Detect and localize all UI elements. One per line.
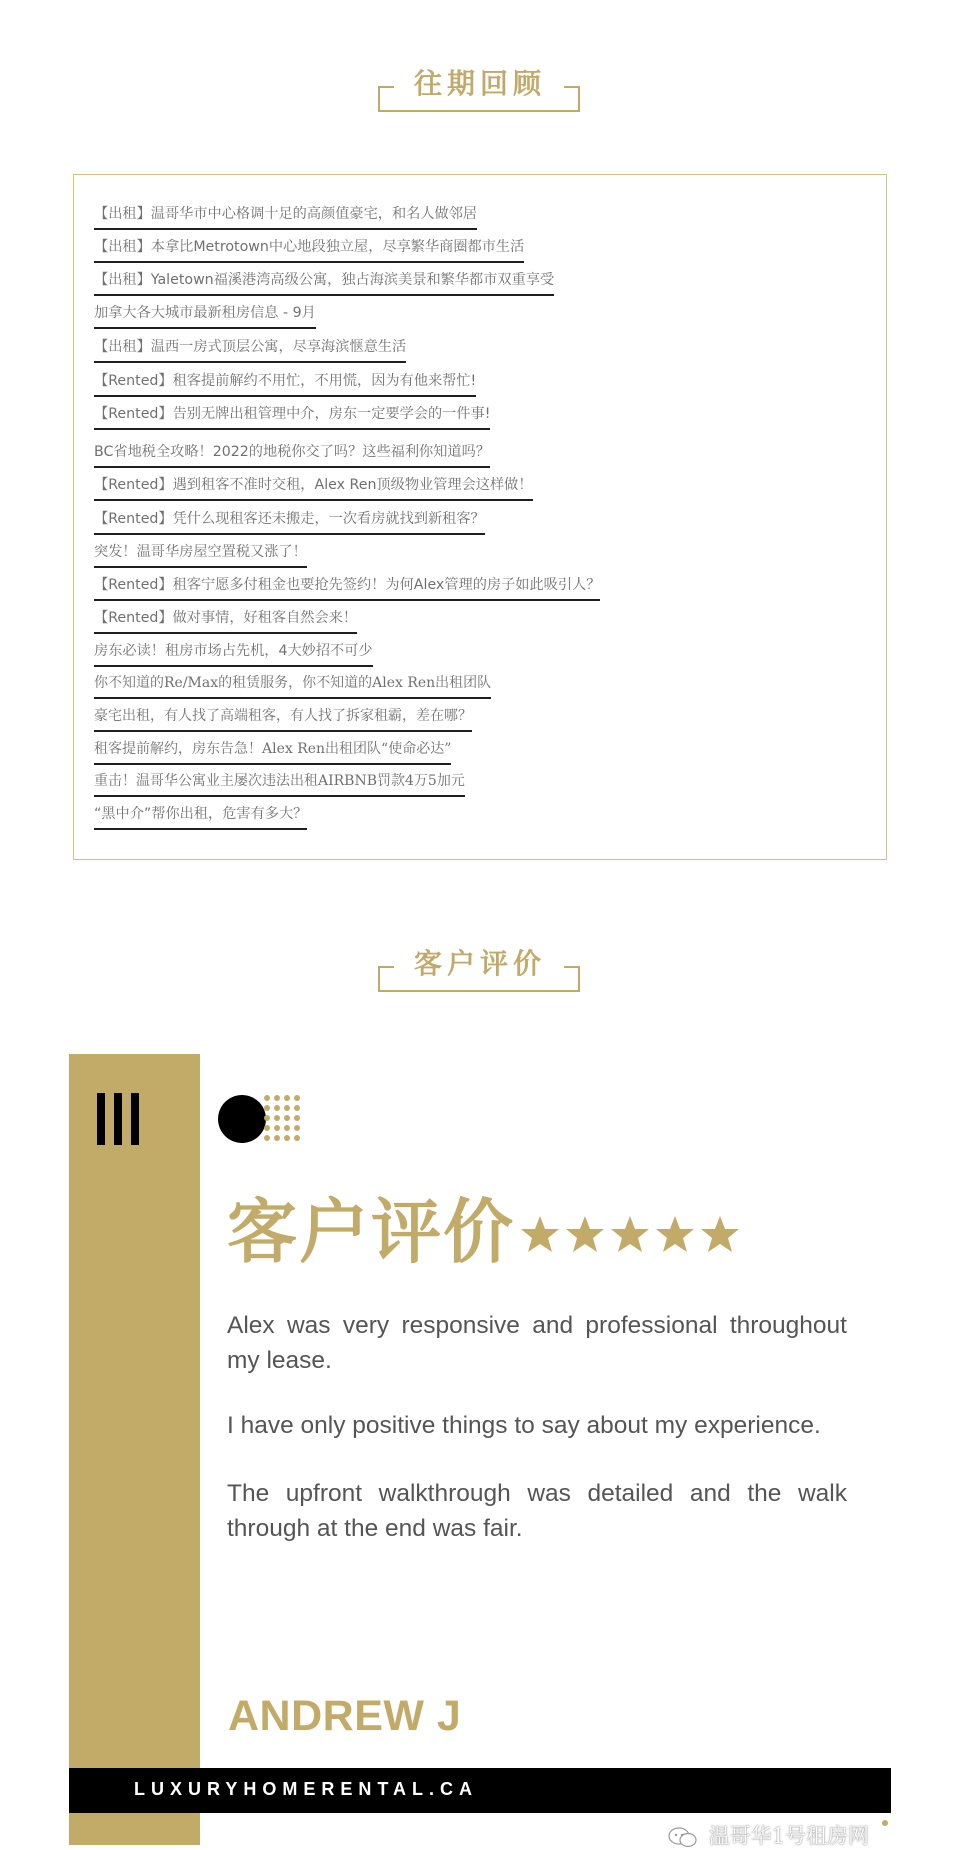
review-gold-band: [69, 1054, 200, 1845]
circle-dots-decoration: [218, 1094, 308, 1144]
watermark: [668, 1820, 888, 1848]
watermark-dot: [882, 1820, 888, 1826]
archive-link[interactable]: 【出租】温哥华市中心格调十足的高颜值豪宅，和名人做邻居: [94, 204, 477, 230]
review-paragraph: Alex was very responsive and professional throughout my lease.: [227, 1312, 847, 1374]
archive-link[interactable]: 【Rented】做对事情，好租客自然会来！: [94, 608, 357, 634]
archive-link[interactable]: 突发！温哥华房屋空置税又涨了！: [94, 542, 307, 568]
footer-url-bar: [69, 1768, 891, 1813]
reviews-heading: [0, 942, 960, 982]
archive-link[interactable]: BC省地税全攻略！2022的地税你交了吗？这些福利你知道吗？: [94, 442, 490, 468]
watermark-text: 温哥华1号租房网: [708, 1824, 870, 1848]
archive-link[interactable]: 重击！温哥华公寓业主屡次违法出租AIRBNB罚款4万5加元: [94, 771, 465, 797]
archive-link[interactable]: 租客提前解约，房东告急！Alex Ren出租团队“使命必达”: [94, 739, 451, 765]
review-paragraph: The upfront walkthrough was detailed and the walk through at the end was fair.: [227, 1480, 847, 1542]
archive-link[interactable]: 【出租】Yaletown福溪港湾高级公寓，独占海滨美景和繁华都市双重享受: [94, 270, 554, 296]
star-icon: [656, 1216, 694, 1252]
archive-link[interactable]: 加拿大各大城市最新租房信息 - 9月: [94, 303, 316, 329]
archive-link[interactable]: 【出租】温西一房式顶层公寓，尽享海滨惬意生活: [94, 337, 406, 363]
archive-link[interactable]: “黑中介”帮你出租，危害有多大？: [94, 804, 307, 830]
archive-link[interactable]: 【Rented】租客宁愿多付租金也要抢先签约！为何Alex管理的房子如此吸引人？: [94, 575, 600, 601]
archive-link[interactable]: 【Rented】遇到租客不准时交租，Alex Ren顶级物业管理会这样做！: [94, 475, 533, 501]
footer-url[interactable]: LUXURYHOMERENTAL.CA: [134, 1779, 478, 1799]
archive-link[interactable]: 豪宅出租，有人找了高端租客，有人找了拆家租霸，差在哪？: [94, 706, 472, 732]
rating-stars: [520, 1214, 740, 1256]
review-paragraph: I have only positive things to say about my experience.: [227, 1412, 821, 1439]
star-icon: [611, 1216, 649, 1252]
archive-link[interactable]: 【Rented】凭什么现租客还未搬走，一次看房就找到新租客？: [94, 509, 485, 535]
reviews-heading-title: 客户评价: [413, 947, 546, 980]
star-icon: [566, 1216, 604, 1252]
archive-link[interactable]: 你不知道的Re/Max的租赁服务，你不知道的Alex Ren出租团队: [94, 673, 491, 699]
archive-link[interactable]: 【Rented】告别无牌出租管理中介，房东一定要学会的一件事!: [94, 404, 490, 430]
archive-heading: [0, 62, 960, 102]
archive-heading-title: 往期回顾: [413, 67, 546, 100]
archive-link[interactable]: 【出租】本拿比Metrotown中心地段独立屋，尽享繁华商圈都市生活: [94, 237, 524, 263]
review-title: 客户评价: [227, 1191, 515, 1273]
star-icon: [521, 1216, 559, 1252]
archive-link[interactable]: 【Rented】租客提前解约不用忙，不用慌，因为有他来帮忙!: [94, 371, 476, 397]
star-icon: [701, 1216, 739, 1252]
archive-link[interactable]: 房东必读！租房市场占先机，4大妙招不可少: [94, 641, 373, 667]
reviewer-name: ANDREW J: [228, 1692, 462, 1740]
wechat-icon: [668, 1827, 698, 1849]
